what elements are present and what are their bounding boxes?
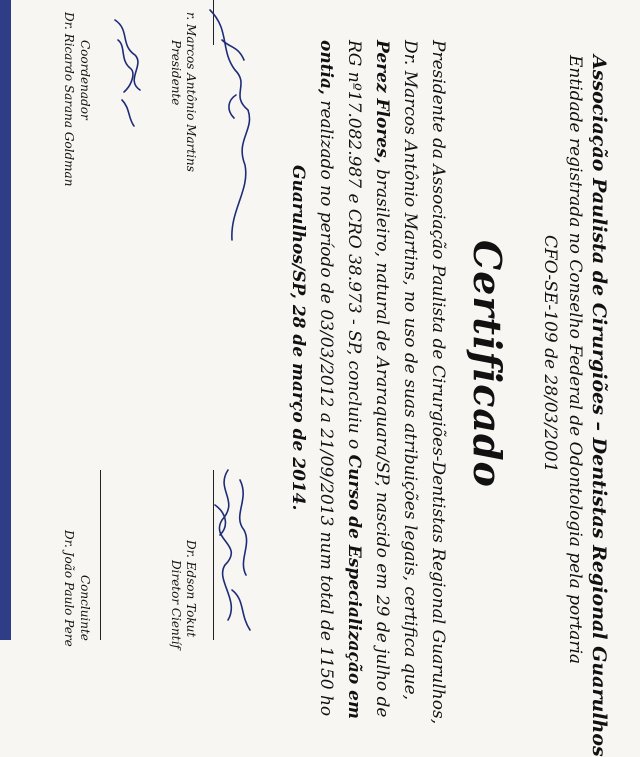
signature-name-director: Dr. Edson Tokut [184, 540, 198, 638]
body-line-5-rest: realizado no período de 03/03/2012 a 21/09/2013 num total de 1150 ho [316, 94, 336, 717]
signature-name-graduate: Dr. João Paulo Pere [62, 530, 76, 647]
course-name: Curso de Especialização em [344, 454, 364, 719]
signature-name-coordinator: Dr. Ricardo Sarana Goldman [62, 12, 76, 187]
coordinator-signature [115, 20, 140, 90]
body-line-1: Presidente da Associação Paulista de Cirurgiões-Dentistas Regional Guarulhos, [428, 40, 448, 725]
header-line-1: Associação Paulista de Cirurgiões – Dentistas Regional Guarulhos [588, 55, 610, 757]
certificate-title: Certificado [465, 240, 510, 488]
header-line-2: Entidade registrada no Conselho Federal de Odontologia pela portaria [565, 55, 585, 665]
president-signature [210, 10, 250, 240]
body-line-3-rest: brasileiro, natural de Araraquara/SP, nascido em 29 de julho de [372, 163, 392, 718]
signature-role-president: Presidente [169, 40, 183, 106]
signature-name-president: r. Marcos Antônio Martins [184, 12, 198, 172]
signature-role-coordinator: Coordenador [78, 40, 92, 120]
director-signature [219, 470, 231, 620]
body-line-4-start: RG nº17.082.987 e CRO 38.973 - SP, concluiu o [344, 40, 364, 455]
signature-role-graduate: Concluinte [78, 575, 92, 641]
student-surname: Perez Flores, [372, 40, 392, 164]
signature-role-director: Diretor Científ [169, 560, 183, 649]
body-line-2: Dr. Marcos Antônio Martins, no uso de suas atribuições legais, certifica que, [400, 40, 420, 701]
place-date: Guarulhos/SP, 28 de março de 2014. [288, 165, 308, 511]
course-name-end: ontia, [316, 40, 336, 95]
header-line-3: CFO-SE-109 de 28/03/2001 [540, 235, 560, 473]
